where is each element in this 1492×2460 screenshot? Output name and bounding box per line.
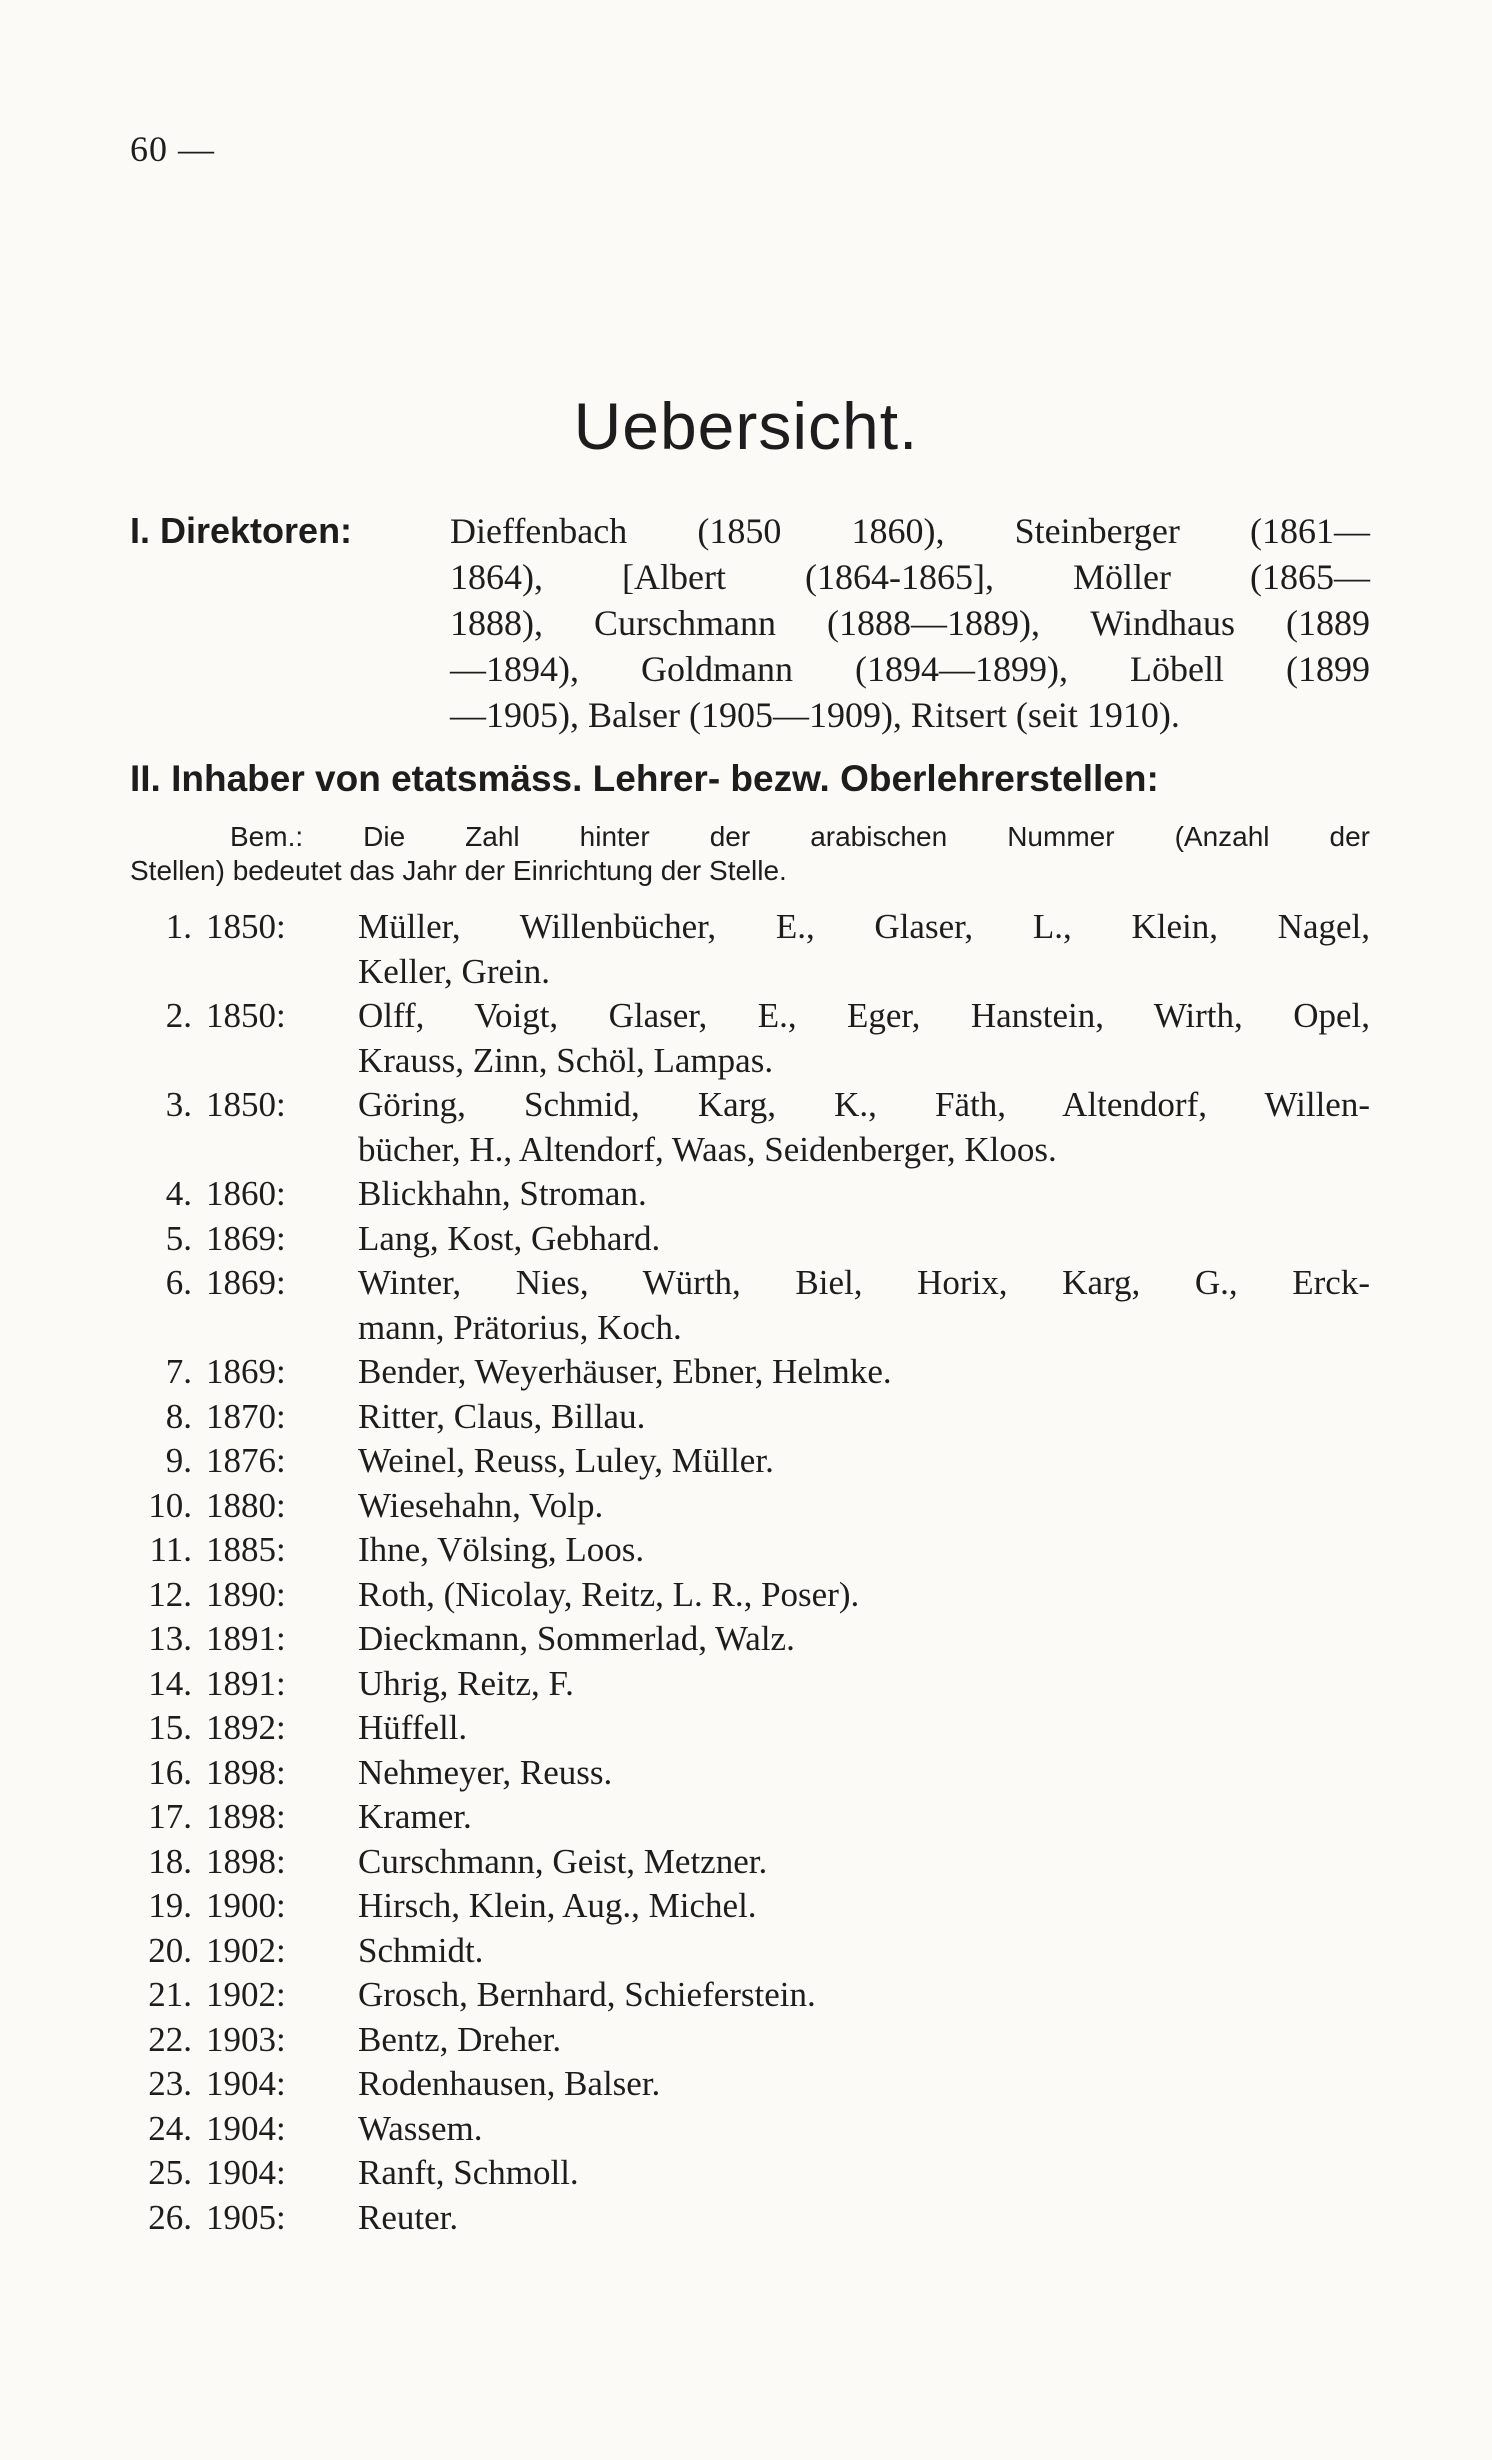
list-item (130, 1172, 1370, 1217)
directors-line: 1864), [Albert (1864-1865], Möller (1865— (450, 557, 1370, 597)
entry-names (358, 905, 1370, 994)
entry-names-line: Olff, Voigt, Glaser, E., Eger, Hanstein, Wirth, Opel, (358, 996, 1370, 1035)
entry-names (358, 2018, 1370, 2063)
entry-year: 1870: (206, 1396, 286, 1436)
entry-number: 17. (148, 1797, 192, 1836)
entry-year: 1904: (206, 2064, 286, 2103)
entry-names-line: Göring, Schmid, Karg, K., Fäth, Altendorf, Willen- (358, 1085, 1370, 1124)
list-item (130, 1706, 1370, 1751)
entry-number: 21. (148, 1975, 192, 2014)
entry-year: 1891: (206, 1663, 286, 1703)
entry-names (358, 1261, 1370, 1350)
entry-names (358, 1395, 1370, 1440)
entry-names (358, 1484, 1370, 1529)
list-item (130, 2062, 1370, 2107)
list-item (130, 1617, 1370, 1662)
entry-year: 1898: (206, 1841, 286, 1881)
list-item (130, 994, 1370, 1083)
entry-names-line: Ranft, Schmoll. (358, 2153, 579, 2192)
entry-number: 24. (148, 2108, 192, 2148)
entry-names-line: Hüffell. (358, 1708, 468, 1747)
entry-number: 8. (165, 1396, 192, 1436)
entry-year: 1891: (206, 1619, 286, 1658)
entry-names-line: Schmidt. (358, 1930, 484, 1970)
entry-names-line: Krauss, Zinn, Schöl, Lampas. (358, 1040, 774, 1080)
directors-line: Dieffenbach (1850 1860), Steinberger (1861— (450, 511, 1370, 551)
entry-names (358, 1884, 1370, 1929)
entry-names-line: Nehmeyer, Reuss. (358, 1752, 613, 1792)
entry-number: 15. (148, 1708, 192, 1747)
directors-text (450, 508, 1370, 738)
list-item (130, 1929, 1370, 1974)
entry-number: 12. (148, 1574, 192, 1614)
list-item (130, 1395, 1370, 1440)
entry-number: 4. (165, 1174, 192, 1213)
list-item (130, 1439, 1370, 1484)
entry-year: 1850: (206, 1085, 286, 1124)
entry-names (358, 1706, 1370, 1751)
entry-names (358, 1573, 1370, 1618)
entry-number: 20. (148, 1930, 192, 1970)
entry-names (358, 1929, 1370, 1974)
list-item (130, 1217, 1370, 1262)
entry-names-line: Ihne, Völsing, Loos. (358, 1530, 645, 1569)
entry-number: 2. (165, 996, 192, 1035)
section-teachers-heading: II. Inhaber von etatsmäss. Lehrer- bezw. Oberlehrerstellen: (130, 758, 1159, 799)
entry-number: 18. (148, 1841, 192, 1881)
page-title: Uebersicht. (573, 389, 919, 463)
entry-number: 3. (165, 1085, 192, 1124)
entry-names-line: Curschmann, Geist, Metzner. (358, 1841, 768, 1881)
entry-year: 1880: (206, 1485, 286, 1525)
entry-year: 1869: (206, 1352, 286, 1391)
entry-year: 1898: (206, 1797, 286, 1836)
entry-names (358, 1840, 1370, 1885)
list-item (130, 1573, 1370, 1618)
entry-names-line: Wiesehahn, Volp. (358, 1485, 604, 1525)
entry-names-line: Dieckmann, Sommerlad, Walz. (358, 1619, 795, 1658)
entry-names-line: Kramer. (358, 1797, 472, 1836)
list-item (130, 1840, 1370, 1885)
entry-names (358, 1172, 1370, 1217)
entry-year: 1902: (206, 1930, 286, 1970)
entry-names (358, 1217, 1370, 1262)
entry-number: 22. (148, 2019, 192, 2059)
entry-names (358, 2107, 1370, 2152)
entry-names-line: Blickhahn, Stroman. (358, 1174, 647, 1213)
entry-names-line: Bentz, Dreher. (358, 2019, 562, 2059)
entry-number: 23. (148, 2064, 192, 2103)
list-item (130, 2018, 1370, 2063)
note-line: Bem.: Die Zahl hinter der arabischen Nummer (Anzahl der (230, 821, 1370, 852)
entry-year: 1850: (206, 907, 286, 946)
page-number: 60 — (130, 129, 215, 169)
list-item (130, 1884, 1370, 1929)
entry-names-line: Wassem. (358, 2108, 483, 2148)
entry-names (358, 1795, 1370, 1840)
entry-names-line: mann, Prätorius, Koch. (358, 1307, 682, 1347)
entry-number: 11. (149, 1530, 192, 1569)
section-note (130, 820, 1370, 888)
entry-number: 26. (148, 2197, 192, 2237)
list-item (130, 1751, 1370, 1796)
entry-number: 9. (165, 1441, 192, 1480)
entry-names-line: Müller, Willenbücher, E., Glaser, L., Klein, Nagel, (358, 907, 1370, 946)
entry-number: 1. (165, 907, 192, 946)
entry-names-line: Ritter, Claus, Billau. (358, 1396, 646, 1436)
entry-number: 19. (148, 1886, 192, 1925)
directors-line: —1905), Balser (1905—1909), Ritsert (seit 1910). (450, 695, 1180, 735)
entry-year: 1892: (206, 1708, 286, 1747)
list-item (130, 1795, 1370, 1840)
entry-number: 7. (165, 1352, 192, 1391)
entry-year: 1900: (206, 1886, 286, 1925)
entry-number: 10. (148, 1485, 192, 1525)
entry-names-line: Winter, Nies, Würth, Biel, Horix, Karg, G., Erck- (358, 1263, 1370, 1302)
entry-names-line: Rodenhausen, Balser. (358, 2064, 661, 2103)
entry-names-line: Keller, Grein. (358, 951, 550, 991)
list-item (130, 2151, 1370, 2196)
list-item (130, 1261, 1370, 1350)
entry-year: 1876: (206, 1441, 286, 1480)
entry-names (358, 1751, 1370, 1796)
entry-names-line: Grosch, Bernhard, Schieferstein. (358, 1975, 816, 2014)
directors-line: —1894), Goldmann (1894—1899), Löbell (1899 (450, 649, 1370, 689)
entry-year: 1904: (206, 2153, 286, 2192)
entry-year: 1902: (206, 1975, 286, 2014)
entry-names-line: bücher, H., Altendorf, Waas, Seidenberger, Kloos. (358, 1129, 1057, 1169)
list-item (130, 2107, 1370, 2152)
entry-names (358, 2151, 1370, 2196)
list-item (130, 1350, 1370, 1395)
entry-names-line: Weinel, Reuss, Luley, Müller. (358, 1441, 774, 1480)
section-directors-heading: I. Direktoren: (130, 510, 353, 551)
entry-year: 1905: (206, 2197, 286, 2237)
entry-year: 1898: (206, 1752, 286, 1792)
entry-year: 1860: (206, 1174, 286, 1213)
entry-number: 16. (148, 1752, 192, 1792)
list-item (130, 1528, 1370, 1573)
entry-names (358, 1439, 1370, 1484)
entry-number: 5. (165, 1218, 192, 1258)
entry-names-line: Uhrig, Reitz, F. (358, 1663, 574, 1703)
section-directors (130, 508, 1370, 738)
note-line: Stellen) bedeutet das Jahr der Einrichtung der Stelle. (130, 855, 787, 886)
list-item (130, 1484, 1370, 1529)
entry-year: 1890: (206, 1574, 286, 1614)
list-item (130, 1083, 1370, 1172)
entry-year: 1869: (206, 1218, 286, 1258)
entry-names-line: Roth, (Nicolay, Reitz, L. R., Poser). (358, 1574, 860, 1614)
entry-number: 14. (148, 1663, 192, 1703)
entry-year: 1904: (206, 2108, 286, 2148)
entry-number: 25. (148, 2153, 192, 2192)
directors-line: 1888), Curschmann (1888—1889), Windhaus (1889 (450, 603, 1370, 643)
entry-names-line: Hirsch, Klein, Aug., Michel. (358, 1886, 757, 1925)
entry-number: 6. (165, 1263, 192, 1302)
entry-names (358, 2062, 1370, 2107)
teacher-positions-list (130, 905, 1370, 2240)
entry-year: 1885: (206, 1530, 286, 1569)
list-item (130, 2196, 1370, 2241)
entry-names (358, 1973, 1370, 2018)
entry-year: 1850: (206, 996, 286, 1035)
entry-names (358, 994, 1370, 1083)
list-item (130, 905, 1370, 994)
entry-number: 13. (148, 1619, 192, 1658)
entry-names (358, 1662, 1370, 1707)
entry-names (358, 1350, 1370, 1395)
entry-names (358, 2196, 1370, 2241)
entry-names-line: Reuter. (358, 2197, 459, 2237)
entry-names-line: Lang, Kost, Gebhard. (358, 1218, 661, 1258)
entry-year: 1869: (206, 1263, 286, 1302)
entry-names (358, 1083, 1370, 1172)
entry-names (358, 1528, 1370, 1573)
list-item (130, 1662, 1370, 1707)
list-item (130, 1973, 1370, 2018)
entry-names-line: Bender, Weyerhäuser, Ebner, Helmke. (358, 1352, 892, 1391)
entry-names (358, 1617, 1370, 1662)
entry-year: 1903: (206, 2019, 286, 2059)
